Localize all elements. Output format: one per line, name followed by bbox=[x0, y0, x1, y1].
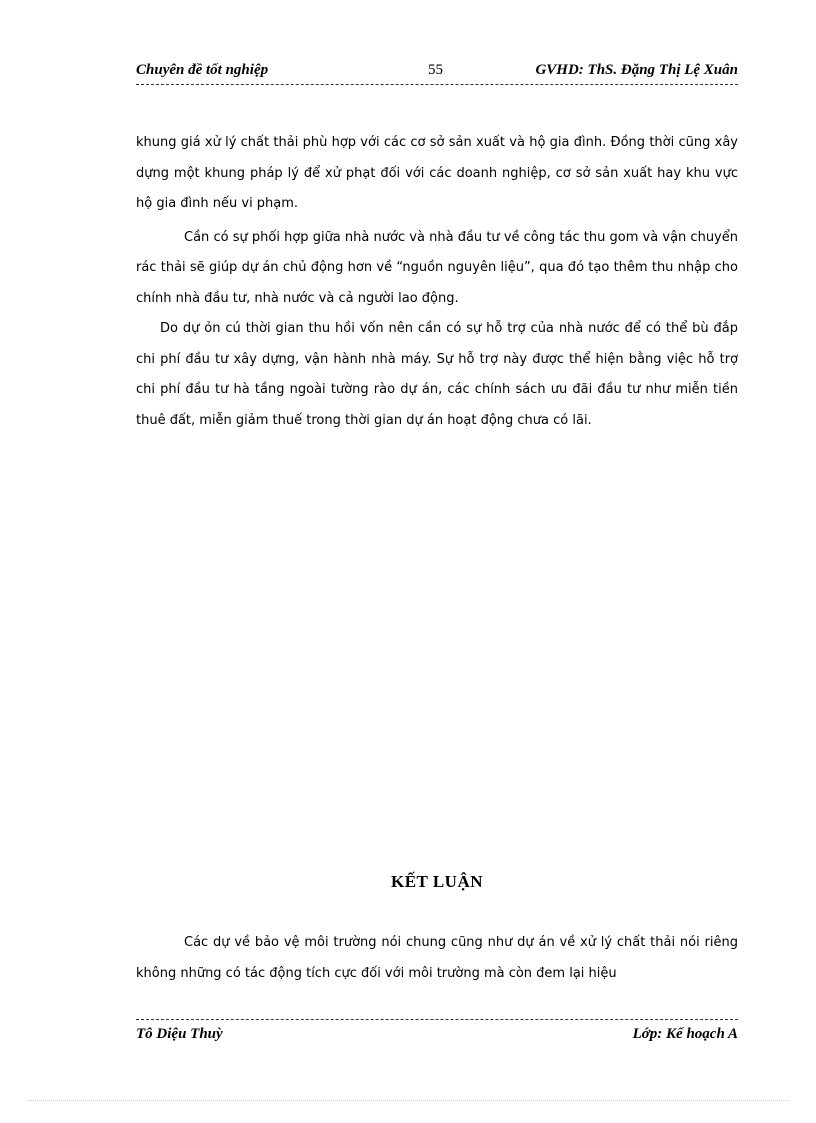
page-bottom-border bbox=[28, 1100, 788, 1101]
footer-divider bbox=[136, 1019, 738, 1020]
page-number: 55 bbox=[428, 62, 443, 78]
footer-author: Tô Diệu Thuỳ bbox=[136, 1026, 223, 1042]
conclusion-title: KẾT LUẬN bbox=[390, 872, 483, 891]
page-footer bbox=[136, 1026, 738, 1048]
paragraph-1: khung giá xử lý chất thải phù hợp với các cơ sở sản xuất và hộ gia đình. Đồng thời cũng xây dựng một khung pháp lý để xử phạt đối với các doanh nghiệp, cơ sở sản xuất hay khu vực hộ gia đình nếu vi phạm. bbox=[136, 135, 738, 211]
header-divider bbox=[136, 84, 738, 85]
header-supervisor: GVHD: ThS. Đặng Thị Lệ Xuân bbox=[535, 62, 738, 78]
footer-class: Lớp: Kế hoạch A bbox=[632, 1026, 738, 1042]
paragraph-3: Do dự ỏn cú thời gian thu hồi vốn nên cần có sự hỗ trợ của nhà nước để có thể bù đắp chi phí đầu tư xây dựng, vận hành nhà máy. Sự hỗ trợ này được thể hiện bằng việc hỗ trợ chi phí đầu tư hà tầng ngoài tường rào dự án, các chính sách ưu đãi đầu tư như miễn tiền thuê đất, miễn giảm thuế trong thời gian dự án hoạt động chưa có lãi. bbox=[136, 321, 738, 428]
conclusion-section bbox=[136, 928, 738, 989]
header-title: Chuyên đề tốt nghiệp bbox=[136, 62, 269, 78]
body-section bbox=[136, 128, 738, 436]
conclusion-paragraph: Các dự về bảo vệ môi trường nói chung cũng như dự án về xử lý chất thải nói riêng không những có tác động tích cực đối với môi trường mà còn đem lại hiệu bbox=[136, 935, 738, 981]
paragraph-2: Cần có sự phối hợp giữa nhà nước và nhà đầu tư về công tác thu gom và vận chuyển rác thải sẽ giúp dự án chủ động hơn về “nguồn nguyên liệu”, qua đó tạo thêm thu nhập cho chính nhà đầu tư, nhà nước và cả người lao động. bbox=[136, 229, 738, 306]
page-header bbox=[136, 62, 738, 84]
